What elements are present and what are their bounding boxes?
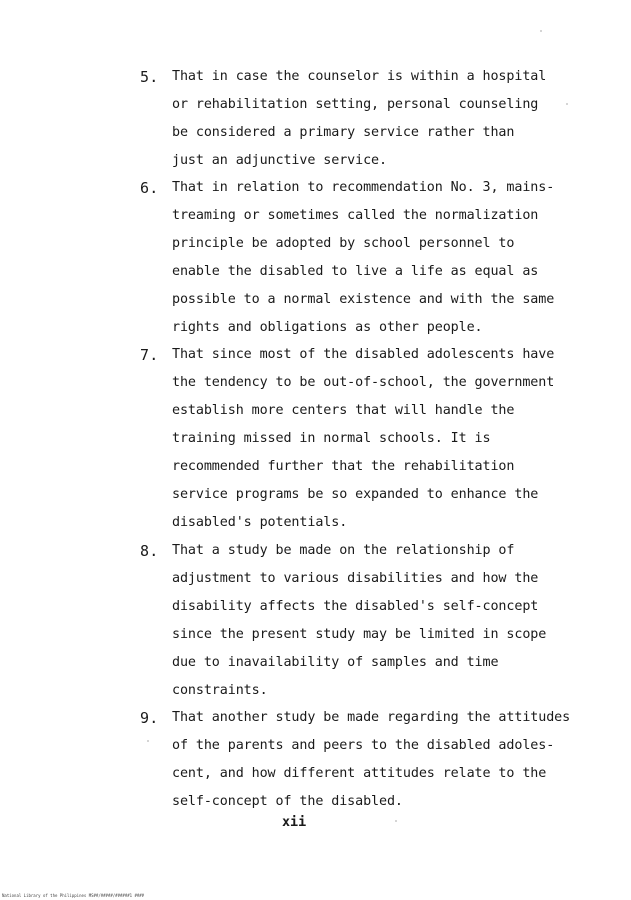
item-text-line: service programs be so expanded to enhance the bbox=[172, 487, 539, 502]
item-text-line: enable the disabled to live a life as equal as bbox=[172, 264, 539, 279]
item-text-line: disability affects the disabled's self-concept bbox=[172, 599, 539, 614]
item-text-line: treaming or sometimes called the normalization bbox=[172, 208, 539, 223]
item-text-line: That in relation to recommendation No. 3, mains- bbox=[172, 180, 555, 195]
item-text-line: That a study be made on the relationship of bbox=[172, 543, 515, 558]
item-text-line: principle be adopted by school personnel to bbox=[172, 236, 515, 251]
item-text-line: the tendency to be out-of-school, the government bbox=[172, 375, 555, 390]
page-number: xii bbox=[282, 815, 307, 830]
recommendation-item bbox=[140, 63, 610, 175]
scan-speck bbox=[395, 820, 397, 822]
item-text-line: That since most of the disabled adolescents have bbox=[172, 347, 555, 362]
item-text-line: That in case the counselor is within a hospital bbox=[172, 69, 547, 84]
item-number: 9. bbox=[140, 709, 159, 727]
item-number: 6. bbox=[140, 179, 159, 197]
item-text-line: constraints. bbox=[172, 683, 268, 698]
scan-speck bbox=[566, 103, 568, 105]
item-text-line: training missed in normal schools. It is bbox=[172, 431, 491, 446]
item-text-line: adjustment to various disabilities and how the bbox=[172, 571, 539, 586]
recommendation-item bbox=[140, 341, 610, 537]
item-text-line: possible to a normal existence and with the same bbox=[172, 292, 555, 307]
item-number: 7. bbox=[140, 346, 159, 364]
item-text-line: or rehabilitation setting, personal counseling bbox=[172, 97, 539, 112]
scan-speck bbox=[540, 30, 542, 32]
item-text-line: be considered a primary service rather than bbox=[172, 125, 515, 140]
recommendation-item bbox=[140, 174, 610, 342]
item-text-line: rights and obligations as other people. bbox=[172, 320, 483, 335]
item-text-line: cent, and how different attitudes relate to the bbox=[172, 766, 547, 781]
item-text-line: disabled's potentials. bbox=[172, 515, 348, 530]
recommendation-item bbox=[140, 704, 610, 816]
item-text-line: since the present study may be limited in scope bbox=[172, 627, 547, 642]
item-text-line: just an adjunctive service. bbox=[172, 153, 387, 168]
item-text-line: self-concept of the disabled. bbox=[172, 794, 403, 809]
item-number: 8. bbox=[140, 542, 159, 560]
footer-watermark: National Library of the Philippines MS##/#####/######1 #### bbox=[2, 893, 145, 898]
item-number: 5. bbox=[140, 68, 159, 86]
item-text-line: That another study be made regarding the attitudes bbox=[172, 710, 571, 725]
recommendation-item bbox=[140, 537, 610, 705]
item-text-line: recommended further that the rehabilitation bbox=[172, 459, 515, 474]
item-text-line: due to inavailability of samples and time bbox=[172, 655, 499, 670]
item-text-line: establish more centers that will handle the bbox=[172, 403, 515, 418]
scan-speck bbox=[147, 740, 149, 742]
item-text-line: of the parents and peers to the disabled adoles- bbox=[172, 738, 555, 753]
